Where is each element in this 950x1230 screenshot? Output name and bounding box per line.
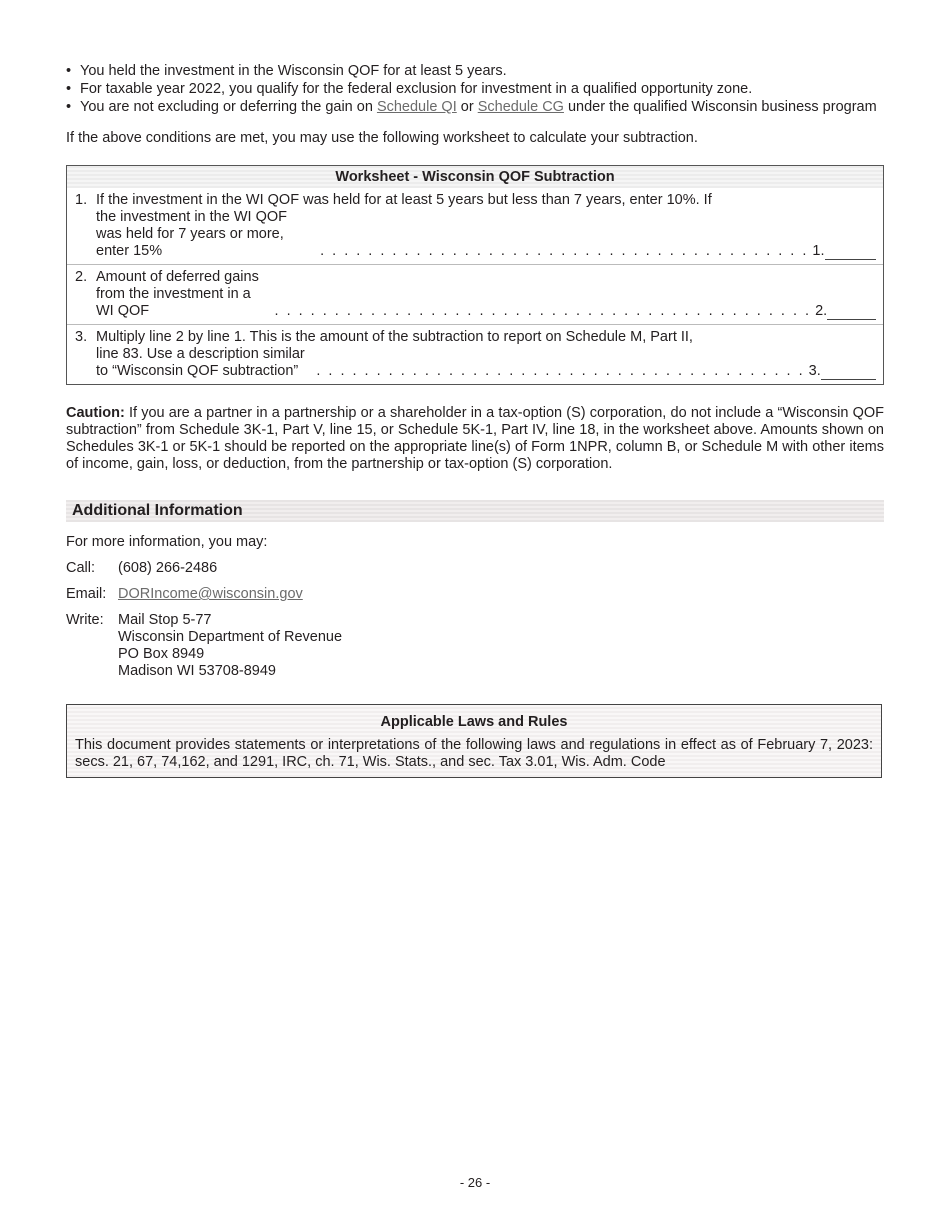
page-number: - 26 - <box>459 1175 491 1190</box>
caution-text: If you are a partner in a partnership or a shareholder in a tax-option (S) corporation, do not include a “Wisconsin QOF subtraction” from Schedule 3K-1, Part V, line 15, or Schedule 5K-1, Part IV, line 18, in the worksheet above. Amounts shown on Schedules 3K-1 or 5K-1 should be reported on the appropriate line(s) of Form 1NPR, column B, or Schedule M with other items of income, gain, loss, or deduction, from the partnership or tax-option (S) corporation. <box>66 405 884 472</box>
caution-label: Caution: <box>66 405 125 421</box>
email-link[interactable]: DORIncome@wisconsin.gov <box>118 586 303 602</box>
list-item: • You held the investment in the Wisconsin QOF for at least 5 years. <box>66 62 884 80</box>
list-item <box>66 98 884 116</box>
document-page <box>66 62 884 778</box>
leader-dots: . . . . . . . . . . . . . . . . . . . . . . . . . . . . . . . . . . . . . . . . . . . . . <box>274 303 812 319</box>
line-text: line 83. Use a description similar to “Wisconsin QOF subtraction” <box>96 346 305 379</box>
leader-dots: . . . . . . . . . . . . . . . . . . . . . . . . . . . . . . . . . . . . . . . . . <box>320 243 809 259</box>
line-2-entry-field[interactable] <box>827 304 876 320</box>
line-label: 2. <box>815 303 828 319</box>
line-text: If the investment in the WI QOF was held for at least 5 years but less than 7 years, enter 10%. If <box>96 192 712 208</box>
bullet-text: under the qualified Wisconsin business program <box>563 99 877 115</box>
applicable-laws-box <box>66 704 882 778</box>
line-3-entry-field[interactable] <box>821 364 876 380</box>
line-number: 1. <box>75 192 88 208</box>
bullet-text: or <box>456 99 478 115</box>
leader-dots: . . . . . . . . . . . . . . . . . . . . . . . . . . . . . . . . . . . . . . . . . <box>316 363 805 379</box>
call-label: Call: <box>66 560 96 576</box>
address-line: Mail Stop 5-77 <box>118 612 212 628</box>
caution-paragraph <box>66 405 884 473</box>
applicable-laws-text: This document provides statements or interpretations of the following laws and regulations in effect as of February 7, 2023: secs. 21, 67, 74,162, and 1291, IRC, ch. 71, Wis. Stats., and sec. Tax 3.01, Wis. Adm. Code <box>75 737 873 770</box>
line-text: Amount of deferred gains from the investment in a WI QOF <box>96 269 259 319</box>
phone-number: (608) 266-2486 <box>118 560 218 576</box>
schedule-cg-link[interactable]: Schedule CG <box>477 99 564 115</box>
additional-information-heading: Additional Information <box>66 500 884 522</box>
line-1-entry-field[interactable] <box>825 244 877 260</box>
conditions-list <box>66 62 884 116</box>
additional-intro: For more information, you may: <box>66 534 268 550</box>
worksheet-intro: If the above conditions are met, you may use the following worksheet to calculate your subtraction. <box>66 130 698 146</box>
worksheet-line-1 <box>67 188 883 264</box>
line-text: Multiply line 2 by line 1. This is the amount of the subtraction to report on Schedule M, Part II, <box>96 329 693 345</box>
qof-worksheet <box>66 165 884 385</box>
worksheet-title: Worksheet - Wisconsin QOF Subtraction <box>67 166 883 188</box>
worksheet-line-3 <box>67 324 883 384</box>
line-label: 1. <box>812 243 825 259</box>
contact-call <box>66 560 884 577</box>
email-label: Email: <box>66 586 107 602</box>
line-number: 3. <box>75 329 88 345</box>
worksheet-line-2 <box>67 264 883 324</box>
line-text: the investment in the WI QOF was held for 7 years or more, enter 15% <box>96 209 287 259</box>
contact-write <box>66 612 884 680</box>
bullet-text: You are not excluding or deferring the gain on <box>80 99 377 115</box>
write-label: Write: <box>66 612 104 628</box>
mailing-address <box>118 612 342 680</box>
line-label: 3. <box>808 363 821 379</box>
contact-email <box>66 586 884 603</box>
address-line: Madison WI 53708-8949 <box>118 663 276 679</box>
address-line: Wisconsin Department of Revenue <box>118 629 343 645</box>
schedule-qi-link[interactable]: Schedule QI <box>376 99 457 115</box>
applicable-laws-heading: Applicable Laws and Rules <box>380 714 568 730</box>
address-line: PO Box 8949 <box>118 646 205 662</box>
line-number: 2. <box>75 269 88 285</box>
list-item: • For taxable year 2022, you qualify for the federal exclusion for investment in a qualified opportunity zone. <box>66 80 884 98</box>
